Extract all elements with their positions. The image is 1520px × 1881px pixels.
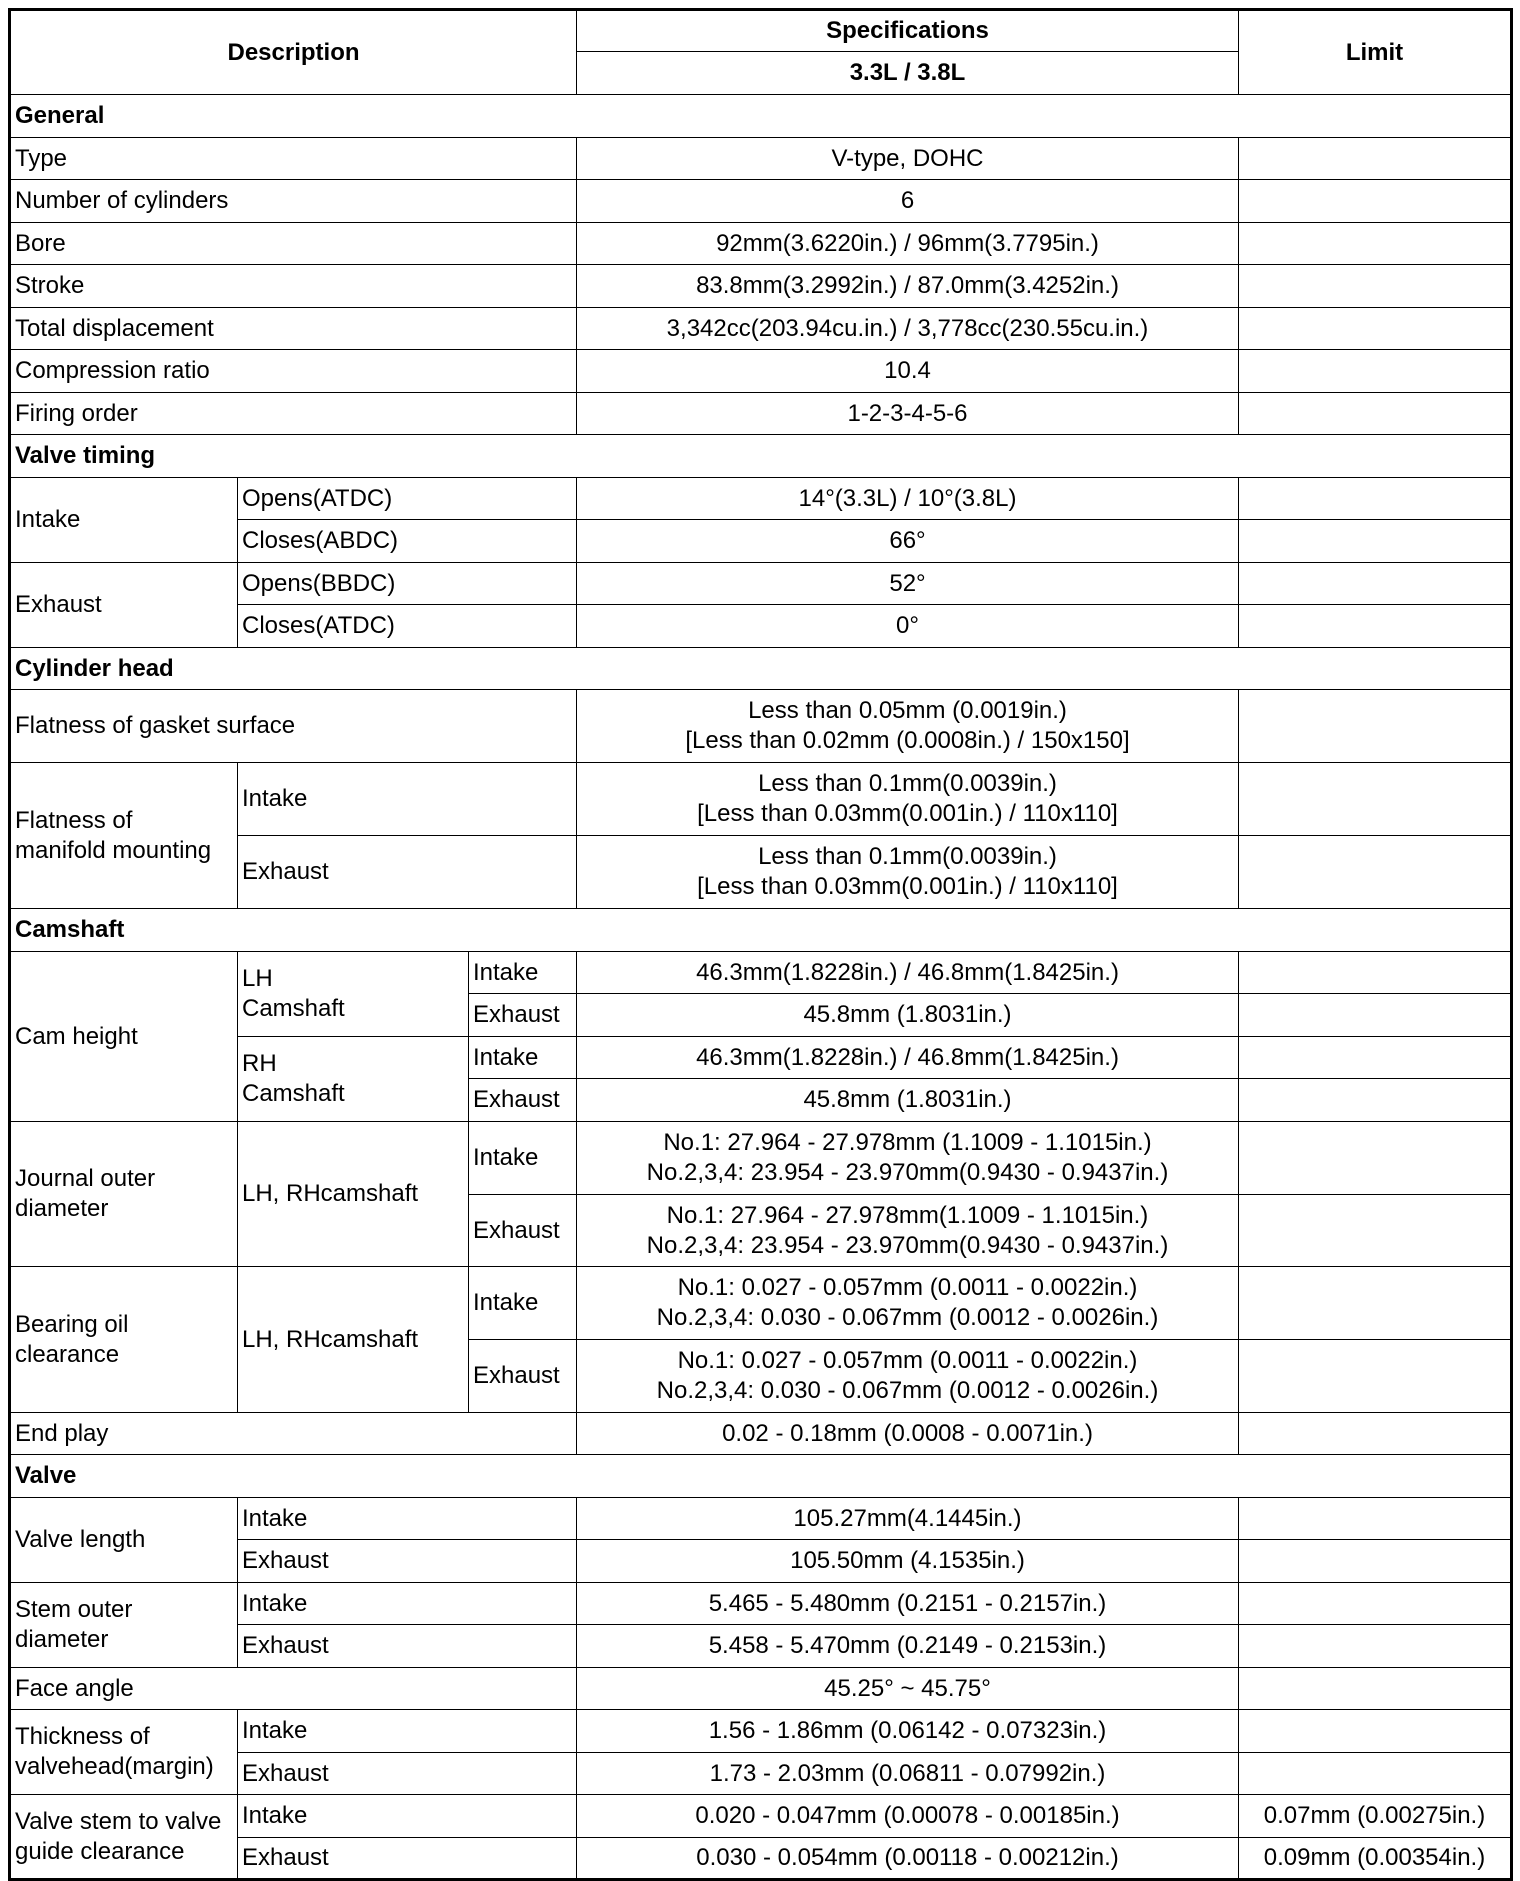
header-engines: 3.3L / 3.8L	[577, 52, 1239, 95]
row-limit	[1239, 836, 1512, 909]
row-spec: 0.030 - 0.054mm (0.00118 - 0.00212in.)	[577, 1838, 1239, 1880]
label-line: Bearing oil	[15, 1310, 129, 1338]
row-spec	[577, 1267, 1239, 1340]
section-valve-timing: Valve timing	[10, 435, 1512, 478]
row-spec	[577, 690, 1239, 763]
spec-line: No.1: 0.027 - 0.057mm (0.0011 - 0.0022in.)	[677, 1347, 1138, 1374]
spec-line: No.1: 0.027 - 0.057mm (0.0011 - 0.0022in.)	[677, 1274, 1138, 1301]
label-line: manifold mounting	[15, 836, 212, 864]
row-label	[10, 1122, 238, 1267]
row-spec: 52°	[577, 563, 1239, 605]
row-limit	[1239, 1625, 1512, 1668]
row-limit	[1239, 605, 1512, 648]
row-limit	[1239, 308, 1512, 350]
row-sublabel: Exhaust	[238, 1625, 577, 1668]
row-limit	[1239, 1122, 1512, 1195]
row-limit	[1239, 223, 1512, 265]
row-label	[10, 763, 238, 909]
row-spec: 45.25° ~ 45.75°	[577, 1668, 1239, 1710]
row-subsublabel: Exhaust	[469, 1340, 577, 1413]
row-label: Stroke	[10, 265, 577, 308]
row-label: Valve length	[10, 1498, 238, 1583]
row-limit	[1239, 180, 1512, 223]
row-sublabel: Intake	[238, 1583, 577, 1625]
label-line: Stem outer	[15, 1596, 133, 1623]
row-limit: 0.07mm (0.00275in.)	[1239, 1795, 1512, 1838]
row-limit	[1239, 393, 1512, 435]
table-row	[10, 393, 1512, 435]
row-label	[10, 1583, 238, 1668]
table-row	[10, 952, 1512, 994]
row-limit	[1239, 763, 1512, 836]
row-spec	[577, 836, 1239, 909]
row-sublabel	[238, 1037, 469, 1122]
row-subsublabel: Intake	[469, 952, 577, 994]
spec-line: No.1: 27.964 - 27.978mm(1.1009 - 1.1015in.)	[666, 1201, 1149, 1229]
row-label: Intake	[10, 478, 238, 563]
row-limit	[1239, 1037, 1512, 1079]
label-line: Camshaft	[242, 995, 345, 1022]
row-spec: 105.27mm(4.1445in.)	[577, 1498, 1239, 1540]
engine-spec-table	[8, 8, 1513, 1881]
row-sublabel: Intake	[238, 1710, 577, 1753]
row-limit	[1239, 1583, 1512, 1625]
label-line: clearance	[15, 1340, 120, 1368]
spec-line: Less than 0.05mm (0.0019in.)	[748, 697, 1067, 724]
row-spec: V-type, DOHC	[577, 138, 1239, 180]
row-sublabel: Intake	[238, 1498, 577, 1540]
row-limit	[1239, 994, 1512, 1037]
row-label: End play	[10, 1413, 577, 1455]
spec-line: [Less than 0.02mm (0.0008in.) / 150x150]	[685, 727, 1130, 754]
row-label: Type	[10, 138, 577, 180]
row-limit	[1239, 1413, 1512, 1455]
label-line: Thickness of	[15, 1723, 150, 1750]
row-label: Flatness of gasket surface	[10, 690, 577, 763]
row-label	[10, 1267, 238, 1413]
row-spec: 105.50mm (4.1535in.)	[577, 1540, 1239, 1583]
row-sublabel: Opens(BBDC)	[238, 563, 577, 605]
table-row	[10, 1122, 1512, 1195]
row-spec: 1-2-3-4-5-6	[577, 393, 1239, 435]
section-general: General	[10, 95, 1512, 138]
row-spec: 10.4	[577, 350, 1239, 393]
table-row	[10, 265, 1512, 308]
row-spec: 46.3mm(1.8228in.) / 46.8mm(1.8425in.)	[577, 952, 1239, 994]
row-limit	[1239, 478, 1512, 520]
row-limit	[1239, 350, 1512, 393]
header-description: Description	[10, 10, 577, 95]
label-line: LH	[242, 965, 273, 992]
section-camshaft: Camshaft	[10, 909, 1512, 952]
label-line: guide clearance	[15, 1837, 185, 1865]
row-spec: 14°(3.3L) / 10°(3.8L)	[577, 478, 1239, 520]
row-spec: 92mm(3.6220in.) / 96mm(3.7795in.)	[577, 223, 1239, 265]
row-label: Face angle	[10, 1668, 577, 1710]
label-line: Flatness of	[15, 806, 133, 834]
row-subsublabel: Exhaust	[469, 994, 577, 1037]
row-sublabel: Exhaust	[238, 1540, 577, 1583]
spec-line: No.1: 27.964 - 27.978mm (1.1009 - 1.1015in.)	[663, 1129, 1152, 1156]
row-spec: 1.56 - 1.86mm (0.06142 - 0.07323in.)	[577, 1710, 1239, 1753]
label-line: Valve stem to valve	[15, 1807, 222, 1835]
row-spec: 46.3mm(1.8228in.) / 46.8mm(1.8425in.)	[577, 1037, 1239, 1079]
spec-line: Less than 0.1mm(0.0039in.)	[758, 770, 1057, 797]
label-line: RH	[242, 1050, 277, 1077]
table-row	[10, 563, 1512, 605]
row-sublabel: Closes(ABDC)	[238, 520, 577, 563]
row-sublabel: Intake	[238, 763, 577, 836]
row-spec	[577, 763, 1239, 836]
row-limit	[1239, 1267, 1512, 1340]
table-row	[10, 138, 1512, 180]
table-row	[10, 690, 1512, 763]
table-row	[10, 350, 1512, 393]
row-subsublabel: Intake	[469, 1122, 577, 1195]
spec-line: [Less than 0.03mm(0.001in.) / 110x110]	[697, 800, 1118, 827]
row-limit	[1239, 690, 1512, 763]
row-sublabel: Exhaust	[238, 836, 577, 909]
spec-line: [Less than 0.03mm(0.001in.) / 110x110]	[697, 873, 1118, 900]
spec-line: No.2,3,4: 23.954 - 23.970mm(0.9430 - 0.9437in.)	[646, 1231, 1169, 1259]
row-spec: 1.73 - 2.03mm (0.06811 - 0.07992in.)	[577, 1753, 1239, 1795]
row-subsublabel: Intake	[469, 1267, 577, 1340]
row-label: Exhaust	[10, 563, 238, 648]
table-row	[10, 1710, 1512, 1753]
row-label: Total displacement	[10, 308, 577, 350]
row-limit	[1239, 1079, 1512, 1122]
row-spec	[577, 1122, 1239, 1195]
row-label: Firing order	[10, 393, 577, 435]
label-line: Journal outer	[15, 1165, 156, 1192]
spec-line: No.2,3,4: 23.954 - 23.970mm(0.9430 - 0.9437in.)	[646, 1159, 1169, 1186]
row-label	[10, 1710, 238, 1795]
row-spec: 45.8mm (1.8031in.)	[577, 994, 1239, 1037]
row-sublabel	[238, 952, 469, 1037]
spec-line: No.2,3,4: 0.030 - 0.067mm (0.0012 - 0.0026in.)	[656, 1304, 1159, 1331]
section-valve: Valve	[10, 1455, 1512, 1498]
table-row	[10, 1668, 1512, 1710]
row-sublabel: Exhaust	[238, 1838, 577, 1880]
row-sublabel: LH, RHcamshaft	[238, 1267, 469, 1413]
row-sublabel: Closes(ATDC)	[238, 605, 577, 648]
row-spec: 45.8mm (1.8031in.)	[577, 1079, 1239, 1122]
label-line: Camshaft	[242, 1080, 345, 1107]
table-row	[10, 1413, 1512, 1455]
row-limit	[1239, 1668, 1512, 1710]
row-spec: 83.8mm(3.2992in.) / 87.0mm(3.4252in.)	[577, 265, 1239, 308]
row-label: Bore	[10, 223, 577, 265]
table-row	[10, 763, 1512, 836]
header-specifications: Specifications	[577, 10, 1239, 52]
table-row	[10, 308, 1512, 350]
row-spec: 0.020 - 0.047mm (0.00078 - 0.00185in.)	[577, 1795, 1239, 1838]
row-sublabel: Opens(ATDC)	[238, 478, 577, 520]
label-line: valvehead(margin)	[15, 1753, 214, 1780]
row-label: Compression ratio	[10, 350, 577, 393]
label-line: diameter	[15, 1195, 109, 1222]
row-sublabel: Intake	[238, 1795, 577, 1838]
table-row	[10, 478, 1512, 520]
row-sublabel: Exhaust	[238, 1753, 577, 1795]
row-limit: 0.09mm (0.00354in.)	[1239, 1838, 1512, 1880]
row-subsublabel: Exhaust	[469, 1079, 577, 1122]
row-label: Cam height	[10, 952, 238, 1122]
row-spec: 3,342cc(203.94cu.in.) / 3,778cc(230.55cu.in.)	[577, 308, 1239, 350]
table-row	[10, 1795, 1512, 1838]
table-row	[10, 180, 1512, 223]
spec-line: No.2,3,4: 0.030 - 0.067mm (0.0012 - 0.0026in.)	[656, 1377, 1159, 1404]
row-spec: 0.02 - 0.18mm (0.0008 - 0.0071in.)	[577, 1413, 1239, 1455]
row-spec	[577, 1195, 1239, 1267]
table-row	[10, 1583, 1512, 1625]
row-limit	[1239, 1195, 1512, 1267]
row-spec: 5.458 - 5.470mm (0.2149 - 0.2153in.)	[577, 1625, 1239, 1668]
table-row	[10, 223, 1512, 265]
row-spec: 66°	[577, 520, 1239, 563]
row-spec	[577, 1340, 1239, 1413]
row-limit	[1239, 520, 1512, 563]
table-row	[10, 1498, 1512, 1540]
row-limit	[1239, 1498, 1512, 1540]
row-subsublabel: Intake	[469, 1037, 577, 1079]
table-row	[10, 1267, 1512, 1340]
row-limit	[1239, 265, 1512, 308]
spec-line: Less than 0.1mm(0.0039in.)	[758, 843, 1057, 870]
section-cylinder-head: Cylinder head	[10, 648, 1512, 690]
row-label: Number of cylinders	[10, 180, 577, 223]
row-sublabel: LH, RHcamshaft	[238, 1122, 469, 1267]
header-limit: Limit	[1239, 10, 1512, 95]
row-subsublabel: Exhaust	[469, 1195, 577, 1267]
row-limit	[1239, 1540, 1512, 1583]
label-line: diameter	[15, 1626, 109, 1653]
row-spec: 6	[577, 180, 1239, 223]
row-spec: 0°	[577, 605, 1239, 648]
row-spec: 5.465 - 5.480mm (0.2151 - 0.2157in.)	[577, 1583, 1239, 1625]
row-label	[10, 1795, 238, 1880]
row-limit	[1239, 138, 1512, 180]
row-limit	[1239, 1753, 1512, 1795]
row-limit	[1239, 952, 1512, 994]
row-limit	[1239, 1710, 1512, 1753]
row-limit	[1239, 1340, 1512, 1413]
row-limit	[1239, 563, 1512, 605]
